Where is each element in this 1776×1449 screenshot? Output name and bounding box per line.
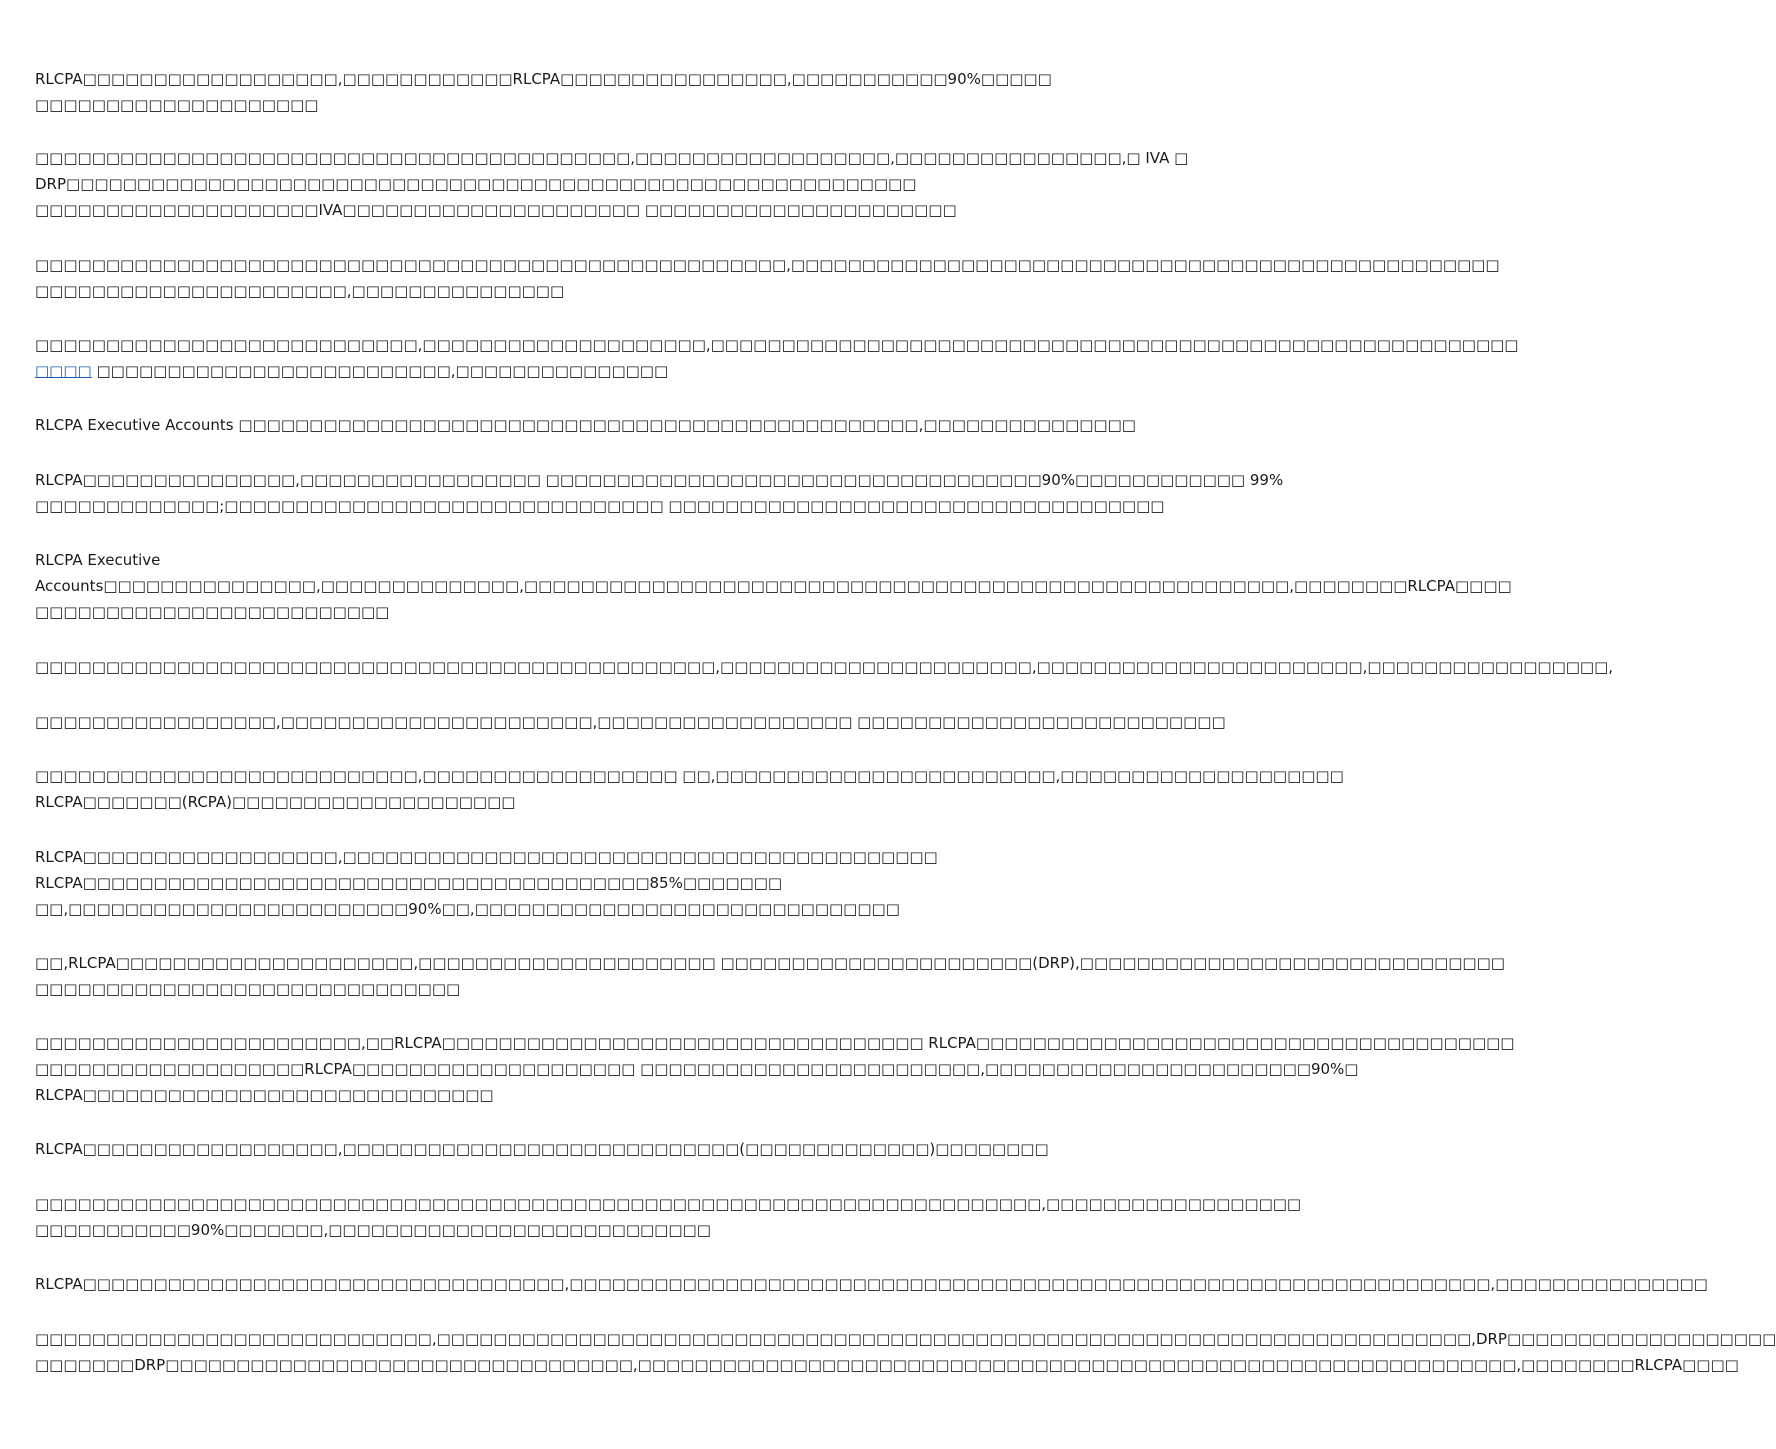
paragraph-2 — [35, 145, 1189, 223]
paragraph-1 — [35, 66, 1052, 118]
text-line: RLCPA□□□□□□□□□□□□□□□,□□□□□□□□□□□□□□□□□ □□□□□□□□□□□□□□□□□□□□□□□□□□□□□□□□□□□90%□□□□□□□□□□□□ 99% — [35, 471, 1284, 489]
text-line: RLCPA□□□□□□□□□□□□□□□□□□,□□□□□□□□□□□□□□□□□□□□□□□□□□□□□□□□□□□□□□□□□□ — [35, 848, 938, 866]
text-line: □□□□□□□□□□□□□□□□□,□□□□□□□□□□□□□□□□□□□□□□,□□□□□□□□□□□□□□□□□□ □□□□□□□□□□□□□□□□□□□□□□□□□□ — [35, 713, 1226, 731]
text-line: DRP□□□□□□□□□□□□□□□□□□□□□□□□□□□□□□□□□□□□□□□□□□□□□□□□□□□□□□□□□□□□ — [35, 175, 917, 193]
text-line: □□□□□□□□□□□□□□□□□□□□ — [35, 96, 319, 114]
text-line: RLCPA□□□□□□□□□□□□□□□□□□□□□□□□□□□□□ — [35, 1086, 494, 1104]
paragraph-7 — [35, 547, 1512, 625]
paragraph-13 — [35, 1030, 1515, 1108]
text-line: □□□□□□□□□□□□□□□□□□□RLCPA□□□□□□□□□□□□□□□□□□□□ □□□□□□□□□□□□□□□□□□□□□□□□,□□□□□□□□□□□□□□□□□□□□□□□90%□ — [35, 1060, 1359, 1078]
text-line: □□□□□□□□□□□□□;□□□□□□□□□□□□□□□□□□□□□□□□□□□□□□□ □□□□□□□□□□□□□□□□□□□□□□□□□□□□□□□□□□□ — [35, 497, 1165, 515]
paragraph-11 — [35, 844, 990, 922]
text-line: □□□□□□□□□□□□□□□□□□□□□□□,□□RLCPA□□□□□□□□□□□□□□□□□□□□□□□□□□□□□□□□□□ RLCPA□□□□□□□□□□□□□□□□□□□□□□□□□□□□□□□□□□□□□□ — [35, 1034, 1515, 1052]
inline-link[interactable]: □□□□ — [35, 362, 92, 380]
text-line: RLCPA□□□□□□□□□□□□□□□□□□,□□□□□□□□□□□□□□□□□□□□□□□□□□□□(□□□□□□□□□□□□□)□□□□□□□□ — [35, 1140, 1049, 1158]
text-line: RLCPA□□□□□□□(RCPA)□□□□□□□□□□□□□□□□□□□□ — [35, 793, 516, 811]
text-line: RLCPA Executive — [35, 551, 161, 569]
text-line: □□□□□□□□□□□□□□□□□□□□IVA□□□□□□□□□□□□□□□□□□□□□ □□□□□□□□□□□□□□□□□□□□□□ — [35, 201, 957, 219]
text-line: □□□□□□□□□□□□□□□□□□□□□□□□□□□□□□□□□□□□□□□□□□□□□□□□□□□□□,□□□□□□□□□□□□□□□□□□□□□□□□□□□□□□□□□□□□□□□□□□□□□□□□□□ — [35, 256, 1500, 274]
text-line: □□□□□□□□□□□□□□□□□□□□□□□□□□□□,□□□□□□□□□□□□□□□□□□□□□□□□□□□□□□□□□□□□□□□□□□□□□□□□□□□□□□□□□□□□□□□□□□□□□□□□□,DRP□□□□□□□□□□□□□□□□□□□ — [35, 1330, 1776, 1348]
paragraph-9 — [35, 709, 1226, 735]
paragraph-10 — [35, 763, 1344, 815]
paragraph-14 — [35, 1136, 1049, 1162]
text-line: RLCPA□□□□□□□□□□□□□□□□□□,□□□□□□□□□□□□RLCPA□□□□□□□□□□□□□□□□,□□□□□□□□□□□90%□□□□□ — [35, 70, 1052, 88]
text-line: □□□□□□□DRP□□□□□□□□□□□□□□□□□□□□□□□□□□□□□□□□□,□□□□□□□□□□□□□□□□□□□□□□□□□□□□□□□□□□□□□□□□□□□□□□□□□□□□□□□□□□□□□□,□□□□□□□□RLCPA□□□□ — [35, 1356, 1739, 1374]
text-line: □□□□□□□□□□□□□□□□□□□□□□□□□□□□□□ — [35, 980, 461, 998]
paragraph-3 — [35, 252, 1500, 304]
text-line: □□,RLCPA□□□□□□□□□□□□□□□□□□□□□,□□□□□□□□□□□□□□□□□□□□□ □□□□□□□□□□□□□□□□□□□□□□(DRP),□□□□□□□□□□□□□□□□□□□□□□□□□□□□□□ — [35, 954, 1505, 972]
text-line: □□□□□□□□□□□□□□□□□□□□□□□□□□□,□□□□□□□□□□□□□□□□□□□□,□□□□□□□□□□□□□□□□□□□□□□□□□□□□□□□□□□□□□□□□□□□□□□□□□□□□□□□□□ — [35, 336, 1519, 354]
paragraph-15 — [35, 1191, 1302, 1243]
paragraph-6 — [35, 467, 1284, 519]
text-line: RLCPA□□□□□□□□□□□□□□□□□□□□□□□□□□□□□□□□□□,□□□□□□□□□□□□□□□□□□□□□□□□□□□□□□□□□□□□□□□□□□□□□□□□□□□□□□□□□□□□□□□□□,□□□□□□□□□□□□□□□ — [35, 1275, 1708, 1293]
paragraph-4 — [35, 332, 1519, 384]
paragraph-8 — [35, 654, 1614, 680]
text-after-link: □□□□□□□□□□□□□□□□□□□□□□□□□,□□□□□□□□□□□□□□□ — [91, 362, 669, 380]
text-line: Accounts□□□□□□□□□□□□□□□,□□□□□□□□□□□□□□,□□□□□□□□□□□□□□□□□□□□□□□□□□□□□□□□□□□□□□□□□□□□□□□□□□□□□□,□□□□□□□□RLCPA□□□□ — [35, 577, 1512, 595]
text-line: □□□□□□□□□□□90%□□□□□□□,□□□□□□□□□□□□□□□□□□□□□□□□□□□ — [35, 1221, 711, 1239]
text-line: □□□□□□□□□□□□□□□□□□□□□□□□□□□□□□□□□□□□□□□□□□,□□□□□□□□□□□□□□□□□□,□□□□□□□□□□□□□□□□,□ IVA □ — [35, 149, 1189, 167]
paragraph-17 — [35, 1326, 1776, 1378]
text-line: □□□□□□□□□□□□□□□□□□□□□□□□□□□,□□□□□□□□□□□□□□□□□□ □□,□□□□□□□□□□□□□□□□□□□□□□□□,□□□□□□□□□□□□□□□□□□□□ — [35, 767, 1344, 785]
text-line: RLCPA Executive Accounts □□□□□□□□□□□□□□□□□□□□□□□□□□□□□□□□□□□□□□□□□□□□□□□□,□□□□□□□□□□□□□□□ — [35, 416, 1136, 434]
text-line: □□□□□□□□□□□□□□□□□□□□□□,□□□□□□□□□□□□□□□ — [35, 282, 565, 300]
text-line-with-link — [35, 358, 990, 384]
text-line: □□,□□□□□□□□□□□□□□□□□□□□□□□□90%□□,□□□□□□□□□□□□□□□□□□□□□□□□□□□□□□ — [35, 900, 900, 918]
paragraph-5 — [35, 412, 1136, 438]
text-line: □□□□□□□□□□□□□□□□□□□□□□□□□□□□□□□□□□□□□□□□□□□□□□□□,□□□□□□□□□□□□□□□□□□□□□□,□□□□□□□□□□□□□□□□□□□□□□□,□□□□□□□□□□□□□□□□□, — [35, 658, 1614, 676]
text-line: □□□□□□□□□□□□□□□□□□□□□□□□□□□□□□□□□□□□□□□□□□□□□□□□□□□□□□□□□□□□□□□□□□□□□□□,□□□□□□□□□□□□□□□□□□ — [35, 1195, 1302, 1213]
text-line: □□□□□□□□□□□□□□□□□□□□□□□□□ — [35, 603, 390, 621]
text-line: RLCPA□□□□□□□□□□□□□□□□□□□□□□□□□□□□□□□□□□□□□□□□85%□□□□□□□ — [35, 874, 783, 892]
paragraph-16 — [35, 1271, 1708, 1297]
paragraph-12 — [35, 950, 1505, 1002]
